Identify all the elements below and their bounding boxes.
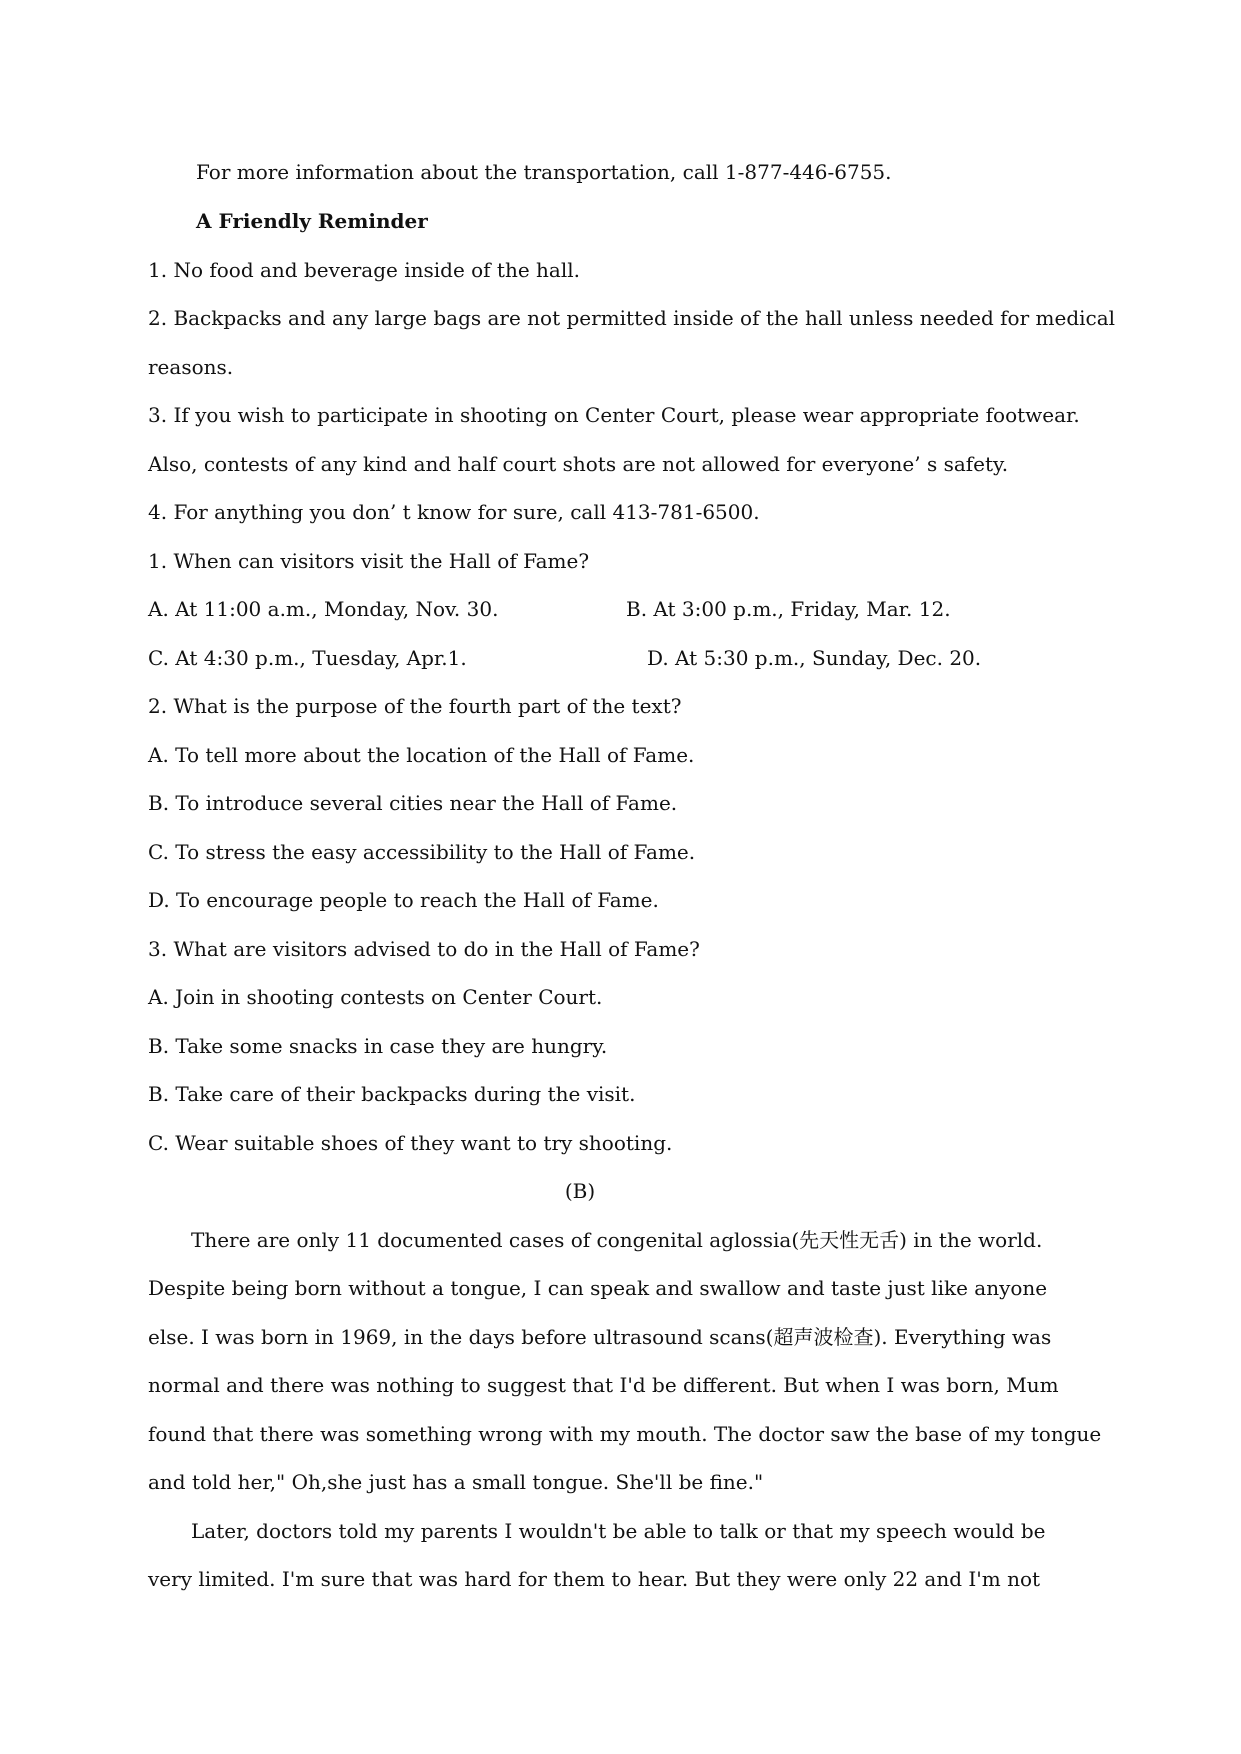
option-c: B. Take care of their backpacks during the visit. — [148, 1082, 636, 1106]
option-b: B. Take some snacks in case they are hungry. — [148, 1034, 608, 1058]
passage-line: There are only 11 documented cases of congenital aglossia(先天性无舌) in the world. — [191, 1228, 1043, 1252]
option-a: A. At 11:00 a.m., Monday, Nov. 30. — [148, 597, 499, 621]
option-c: C. At 4:30 p.m., Tuesday, Apr.1. — [148, 646, 467, 670]
question-stem: 2. What is the purpose of the fourth part of the text? — [148, 694, 682, 718]
reminder-item: 3. If you wish to participate in shooting on Center Court, please wear appropriate footwear. — [148, 403, 1080, 427]
option-b: B. At 3:00 p.m., Friday, Mar. 12. — [626, 597, 951, 621]
passage-line: normal and there was nothing to suggest that I'd be different. But when I was born, Mum — [148, 1373, 1059, 1397]
reminder-item: 1. No food and beverage inside of the hall. — [148, 258, 581, 282]
passage-line: Despite being born without a tongue, I can speak and swallow and taste just like anyone — [148, 1276, 1048, 1300]
passage-line: very limited. I'm sure that was hard for them to hear. But they were only 22 and I'm not — [148, 1567, 1041, 1591]
option-d: C. Wear suitable shoes of they want to try shooting. — [148, 1131, 673, 1155]
option-a: A. Join in shooting contests on Center Court. — [148, 985, 603, 1009]
option-d: D. At 5:30 p.m., Sunday, Dec. 20. — [647, 646, 982, 670]
passage-line: else. I was born in 1969, in the days before ultrasound scans(超声波检查). Everything was — [148, 1325, 1052, 1349]
section-label: (B) — [564, 1179, 596, 1203]
reminder-item: 4. For anything you don’ t know for sure, call 413-781-6500. — [148, 500, 760, 524]
reminder-item: reasons. — [148, 355, 234, 379]
question-stem: 3. What are visitors advised to do in the Hall of Fame? — [148, 937, 700, 961]
reminder-item: 2. Backpacks and any large bags are not permitted inside of the hall unless needed for medical — [148, 306, 1116, 330]
option-a: A. To tell more about the location of the Hall of Fame. — [148, 743, 695, 767]
option-b: B. To introduce several cities near the Hall of Fame. — [148, 791, 678, 815]
passage-line: Later, doctors told my parents I wouldn't be able to talk or that my speech would be — [191, 1519, 1046, 1543]
question-stem: 1. When can visitors visit the Hall of Fame? — [148, 549, 590, 573]
reminder-title: A Friendly Reminder — [196, 209, 428, 233]
passage-line: and told her," Oh,she just has a small tongue. She'll be fine." — [148, 1470, 764, 1494]
option-d: D. To encourage people to reach the Hall of Fame. — [148, 888, 659, 912]
reminder-item: Also, contests of any kind and half court shots are not allowed for everyone’ s safety. — [148, 452, 1009, 476]
passage-line: found that there was something wrong with my mouth. The doctor saw the base of my tongue — [148, 1422, 1102, 1446]
option-c: C. To stress the easy accessibility to the Hall of Fame. — [148, 840, 696, 864]
transport-info: For more information about the transportation, call 1-877-446-6755. — [196, 160, 892, 184]
